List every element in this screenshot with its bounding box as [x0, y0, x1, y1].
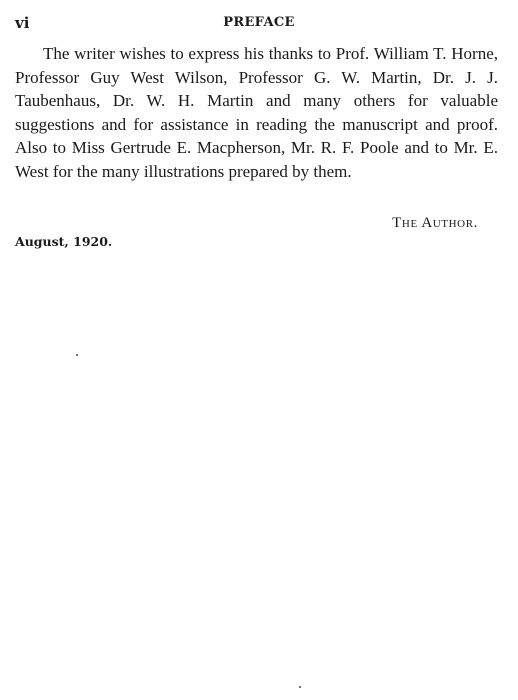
scan-speck [299, 686, 301, 688]
scan-speck [76, 354, 78, 356]
page-number: vi [15, 14, 30, 32]
running-title: PREFACE [223, 15, 295, 30]
dateline: August, 1920. [15, 234, 113, 249]
author-signature: The Author. [392, 215, 478, 231]
preface-paragraph: The writer wishes to express his thanks to Prof. William T. Horne, Professor Guy West Wilson, Professor G. W. Martin, Dr. J. J. Taubenhaus, Dr. W. H. Martin and many others for valuable suggestions and for assistance in reading the manuscript and proof. Also to Miss Gertrude E. Macpherson, Mr. R. F. Poole and to Mr. E. West for the many illustrations prepared by them. [15, 44, 498, 181]
